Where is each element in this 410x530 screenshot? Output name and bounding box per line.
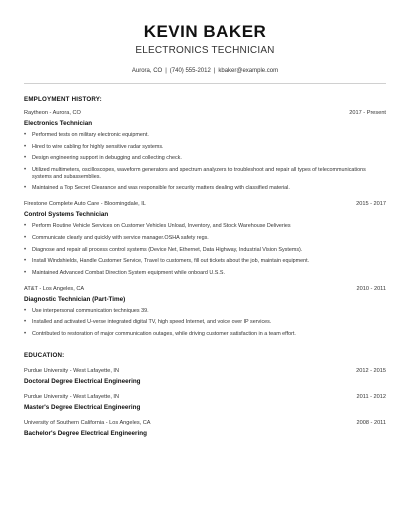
job-bullet: • Installed and activated U-verse integrated digital TV, high speed Internet, and voice over IP services.	[24, 319, 386, 326]
header-divider	[24, 83, 386, 84]
contact-separator: |	[213, 68, 216, 74]
education-degree: Doctoral Degree Electrical Engineering	[24, 377, 141, 385]
resume-header	[24, 0, 386, 75]
candidate-title: ELECTRONICS TECHNICIAN	[135, 45, 275, 56]
job-bullet: • Use interpersonal communication techniques 39.	[24, 308, 386, 315]
contact-email[interactable]: kbaker@example.com	[218, 68, 279, 74]
job-bullet: • Performed tests on military electronic equipment.	[24, 132, 386, 139]
job-company: Raytheon - Aurora, CO	[24, 110, 81, 116]
education-dates: 2012 - 2015	[356, 367, 386, 374]
job-company: Firestone Complete Auto Care - Bloomingdale, IL	[24, 201, 146, 208]
job-bullet: • Hired to wire cabling for highly sensitive radar systems.	[24, 144, 386, 151]
job-bullets	[24, 132, 386, 192]
job-entry	[24, 200, 386, 276]
job-bullet: • Perform Routine Vehicle Services on Customer Vehicles Unload, Inventory, and Stock Warehouse Deliveries	[24, 223, 386, 230]
job-bullet: • Utilized multimeters, oscilloscopes, waveform generators and spectrum analyzers to troubleshoot and repair all types of telecommunications systems and subassemblies.	[24, 167, 386, 181]
education-school: Purdue University - West Lafayette, IN	[24, 393, 120, 400]
education-degree: Bachelor's Degree Electrical Engineering	[24, 429, 147, 437]
job-entry	[24, 285, 386, 338]
job-dates: 2010 - 2011	[356, 285, 386, 292]
education-entry	[24, 367, 386, 386]
job-role: Diagnostic Technician (Part-Time)	[24, 295, 126, 303]
education-meta	[24, 393, 386, 401]
contact-location: Aurora, CO	[131, 68, 163, 74]
job-role: Control Systems Technician	[24, 211, 109, 219]
education-degree: Master's Degree Electrical Engineering	[24, 403, 141, 411]
education-school: University of Southern California - Los Angeles, CA	[24, 419, 151, 426]
education-school: Purdue University - West Lafayette, IN	[24, 367, 120, 374]
candidate-name: KEVIN BAKER	[143, 22, 267, 41]
job-bullet: • Install Windshields, Handle Customer Service, Travel to customers, fill out tickets about the job, maintain equipment.	[24, 258, 386, 265]
job-company: AT&T - Los Angeles, CA	[24, 285, 85, 292]
education-heading: EDUCATION:	[24, 351, 65, 359]
education-entry	[24, 393, 386, 412]
job-bullets	[24, 223, 386, 276]
job-role: Electronics Technician	[24, 120, 93, 127]
job-bullet: • Maintained Advanced Combat Direction System equipment while onboard U.S.S.	[24, 270, 386, 277]
job-bullet: • Communicate clearly and quickly with service manager.OSHA safety regs.	[24, 235, 386, 242]
job-entry	[24, 109, 386, 192]
contact-separator: |	[165, 68, 167, 74]
job-meta	[24, 200, 386, 208]
education-dates: 2011 - 2012	[356, 393, 386, 400]
job-bullet: • Design engineering support in debugging and collecting check.	[24, 155, 386, 162]
contact-phone: (740) 555-2012	[169, 68, 211, 74]
job-meta	[24, 285, 386, 293]
job-bullet: • Contributed to restoration of major communication outages, while driving customer satisfaction in a team effort.	[24, 331, 386, 338]
job-bullet: • Diagnose and repair all process control systems (Device Net, Ethernet, Data Highway, Industrial Vision Systems).	[24, 247, 386, 254]
job-meta	[24, 109, 386, 117]
education-meta	[24, 419, 386, 427]
employment-heading: EMPLOYMENT HISTORY:	[24, 96, 102, 103]
contact-line	[24, 67, 386, 75]
education-dates: 2008 - 2011	[356, 419, 386, 426]
job-dates: 2017 - Present	[349, 110, 386, 116]
education-meta	[24, 367, 386, 375]
education-entry	[24, 419, 386, 438]
job-bullets	[24, 308, 386, 338]
job-dates: 2015 - 2017	[356, 201, 386, 208]
job-bullet: • Maintained a Top Secret Clearance and was responsible for security matters dealing with classified material.	[24, 185, 386, 192]
